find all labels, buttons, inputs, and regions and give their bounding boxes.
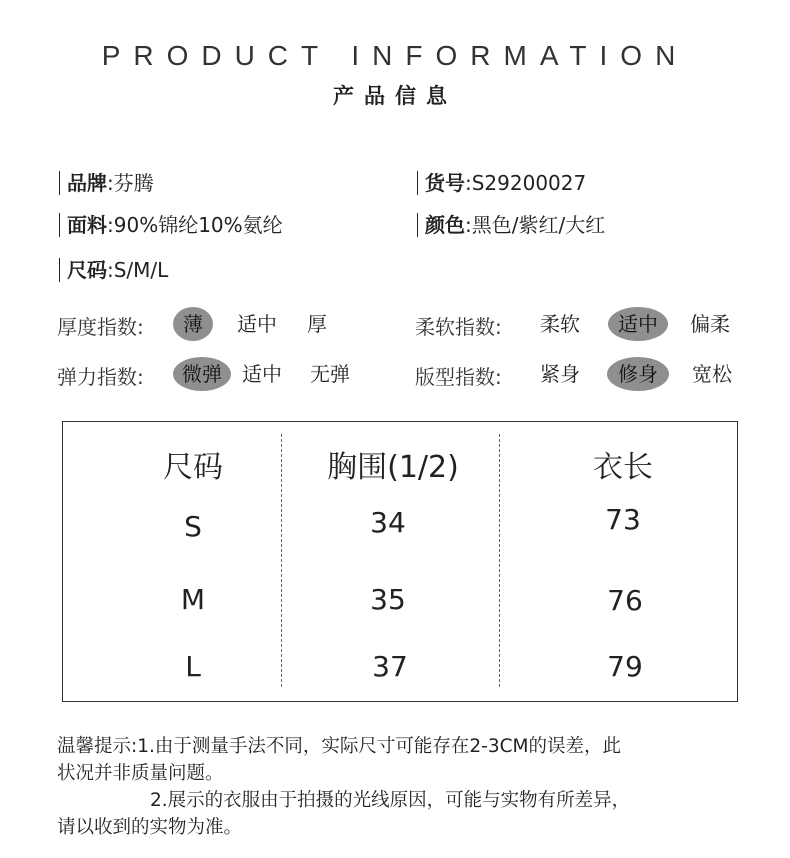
softness-label: 柔软指数: [415,315,502,339]
softness-option-soft: 柔软 [540,312,580,336]
info-item-number [417,167,586,196]
header-chest: 胸围(1/2) [327,450,459,485]
brand-key: 品牌 [67,171,107,195]
note-line-1b: 状况并非质量问题。 [57,763,224,784]
item-number-key: 货号 [425,171,465,195]
note-line-1: 温馨提示:1.由于测量手法不同，实际尺寸可能存在2-3CM的误差，此 [57,736,621,757]
color-key: 颜色 [425,213,465,237]
column-divider [281,434,282,687]
item-number-value: :S29200027 [465,171,587,195]
fit-option-tight: 紧身 [540,362,580,386]
row-m-chest: 35 [370,583,406,616]
info-color [417,209,605,238]
title-chinese: 产品信息 [333,84,457,108]
softness-option-medium: 适中 [608,307,668,341]
divider-bar [59,171,60,195]
elasticity-option-medium: 适中 [242,362,282,386]
row-l-length: 79 [607,650,643,683]
note-line-2: 2.展示的衣服由于拍摄的光线原因，可能与实物有所差异， [150,790,631,811]
size-value: :S/M/L [107,258,169,282]
info-size [59,254,168,283]
elasticity-option-slight: 微弹 [173,357,231,391]
brand-value: :芬腾 [107,171,154,195]
divider-bar [417,213,418,237]
header-length: 衣长 [593,450,653,485]
thickness-option-thin: 薄 [173,307,213,341]
row-m-size: M [180,583,206,616]
size-table [62,421,738,702]
note-line-2b: 请以收到的实物为准。 [57,817,243,838]
info-brand [59,167,154,196]
divider-bar [59,213,60,237]
row-l-chest: 37 [372,650,408,683]
elasticity-label: 弹力指数: [57,365,144,389]
divider-bar [417,171,418,195]
info-fabric [59,209,283,238]
color-value: :黑色/紫红/大红 [465,213,606,237]
fit-option-loose: 宽松 [692,362,732,386]
softness-option-semi-soft: 偏柔 [690,312,730,336]
thickness-option-thick: 厚 [307,312,327,336]
title-english: PRODUCT INFORMATION [101,40,689,71]
fit-label: 版型指数: [415,365,502,389]
size-key: 尺码 [67,258,107,282]
row-s-chest: 34 [370,506,406,539]
elasticity-option-none: 无弹 [310,362,350,386]
row-m-length: 76 [607,584,643,617]
divider-bar [59,258,60,282]
column-divider [499,434,500,687]
thickness-label: 厚度指数: [57,315,144,339]
row-s-length: 73 [605,503,641,536]
row-s-size: S [184,510,202,543]
fabric-key: 面料 [67,213,107,237]
tips-notes [57,733,757,841]
fabric-value: :90%锦纶10%氨纶 [107,213,283,237]
thickness-option-medium: 适中 [237,312,277,336]
header-size: 尺码 [163,450,223,485]
fit-option-slim: 修身 [607,357,669,391]
row-l-size: L [185,650,201,683]
